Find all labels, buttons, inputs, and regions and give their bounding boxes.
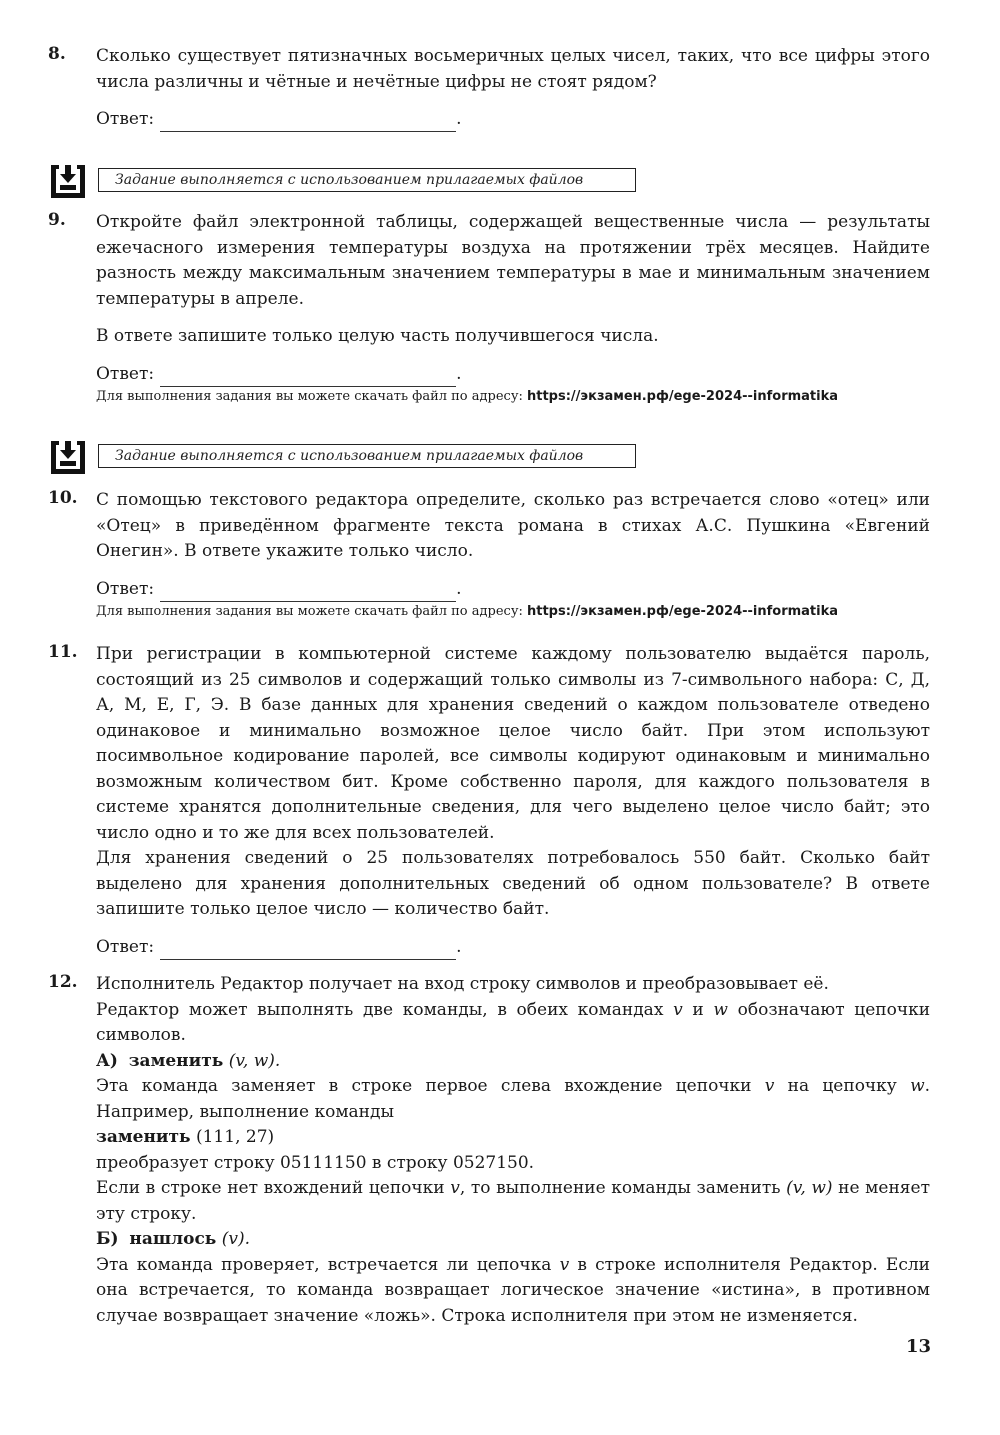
- task-body: [96, 488, 930, 622]
- answer-field[interactable]: Ответ: .: [96, 362, 930, 387]
- task-text: Откройте файл электронной таблицы, содержащей вещественные числа — результаты ежечасного измерения температуры воздуха на протяжении трёх месяцев. Найдите разность между максимальным значением температуры в мае и минимальным значением температуры в апреле.: [96, 212, 930, 309]
- task-number: 11.: [48, 642, 78, 662]
- command-b-heading: Б) нашлось (v).: [96, 1229, 251, 1249]
- task-question: Для хранения сведений о 25 пользователях потребовалось 550 байт. Сколько байт выделено для хранения дополнительных сведений об одном пользователе? В ответе запишите только целое число — количество байт.: [96, 848, 930, 919]
- task-body: [96, 210, 930, 407]
- task-body: [96, 972, 930, 1329]
- task-text: С помощью текстового редактора определите, сколько раз встречается слово «отец» или «Отец» в приведённом фрагменте текста романа в стихах А.С. Пушкина «Евгений Онегин». В ответе укажите только число.: [96, 490, 930, 561]
- answer-line[interactable]: [160, 368, 456, 387]
- example-command: заменить (111, 27): [96, 1127, 275, 1147]
- attached-files-banner: [48, 162, 636, 198]
- answer-line[interactable]: [160, 583, 456, 602]
- task-description: Редактор может выполнять две команды, в обеих командах v и w обозначают цепочки символов.: [96, 999, 931, 1045]
- answer-line[interactable]: [160, 941, 456, 960]
- file-banner-text: Задание выполняется с использованием прилагаемых файлов: [98, 168, 636, 192]
- command-a-heading: А) заменить (v, w).: [96, 1050, 281, 1071]
- command-b-description: Эта команда проверяет, встречается ли цепочка v в строке исполнителя Редактор. Если она встречается, то команда возвращает логическое значение «истина», в противном случае возвращает значение «ложь». Строка исполнителя при этом не изменяется.: [96, 1254, 930, 1326]
- file-banner-text: Задание выполняется с использованием прилагаемых файлов: [98, 444, 636, 468]
- command-a-description: Эта команда заменяет в строке первое слева вхождение цепочки v на цепочку w. Например, выполнение команды: [96, 1076, 931, 1122]
- task-note: В ответе запишите только целую часть получившегося числа.: [96, 326, 659, 346]
- answer-field[interactable]: Ответ: .: [96, 935, 930, 960]
- task-intro: Исполнитель Редактор получает на вход строку символов и преобразовывает её.: [96, 974, 829, 994]
- answer-label: Ответ:: [96, 109, 155, 129]
- download-file-icon: [48, 162, 88, 198]
- no-match-rule: Если в строке нет вхождений цепочки v, то выполнение команды заменить (v, w) не меняет эту строку.: [96, 1178, 930, 1224]
- download-note-text: Для выполнения задания вы можете скачать файл по адресу:: [96, 388, 523, 404]
- task-text: Сколько существует пятизначных восьмеричных целых чисел, таких, что все цифры этого числа различны и чётные и нечётные цифры не стоят рядом?: [96, 46, 930, 92]
- download-link[interactable]: https://экзамен.рф/ege-2024--informatika: [527, 388, 839, 404]
- task-body: [96, 642, 930, 960]
- download-file-icon: [48, 438, 88, 474]
- attached-files-banner: [48, 438, 636, 474]
- answer-label: Ответ:: [96, 578, 155, 599]
- answer-field[interactable]: Ответ: .: [96, 577, 930, 602]
- download-note: [96, 602, 930, 622]
- example-result: преобразует строку 05111150 в строку 0527150.: [96, 1152, 535, 1173]
- task-number: 9.: [48, 210, 66, 230]
- task-body: [96, 44, 930, 132]
- download-note: [96, 387, 930, 407]
- download-link[interactable]: https://экзамен.рф/ege-2024--informatika: [527, 603, 839, 619]
- page-number: 13: [906, 1336, 932, 1357]
- task-number: 12.: [48, 972, 78, 992]
- answer-label: Ответ:: [96, 363, 155, 384]
- task-number: 10.: [48, 488, 78, 508]
- download-note-text: Для выполнения задания вы можете скачать файл по адресу:: [96, 603, 523, 619]
- task-number: 8.: [48, 44, 66, 64]
- answer-line[interactable]: [160, 113, 456, 132]
- answer-field[interactable]: Ответ: .: [96, 107, 930, 132]
- answer-label: Ответ:: [96, 936, 155, 957]
- task-text: При регистрации в компьютерной системе каждому пользователю выдаётся пароль, состоящий из 25 символов и содержащий только символы из 7-символьного набора: С, Д, А, М, Е, Г, Э. В базе данных для хранения сведений о каждом пользователе отведено одинаковое и минимально возможное целое число байт. При этом используют посимвольное кодирование паролей, все символы кодируют одинаковым и минимально возможным количеством бит. Кроме собственно пароля, для каждого пользователя в системе хранятся дополнительные сведения, для чего выделено целое число байт; это число одно и то же для всех пользователей.: [96, 644, 930, 843]
